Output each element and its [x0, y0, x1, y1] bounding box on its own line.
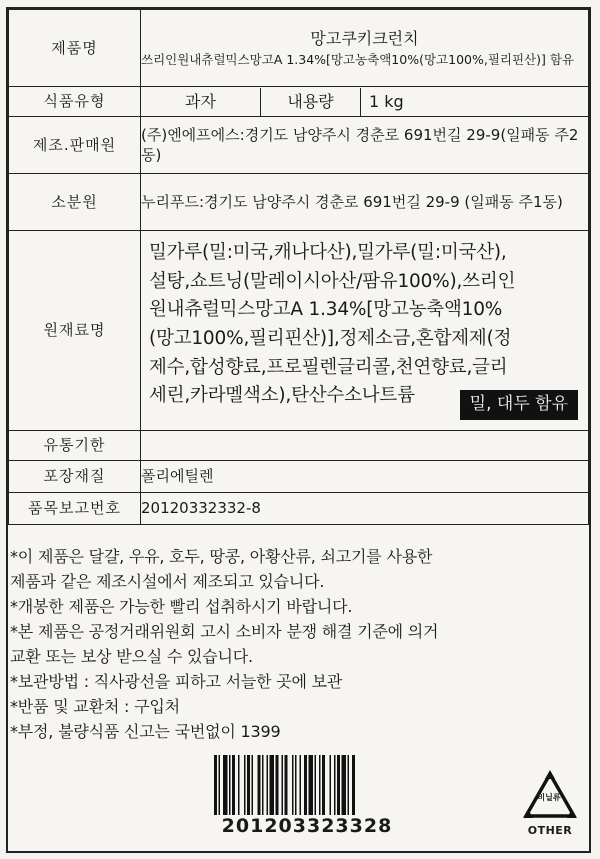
ingredients-line: 제수,합성향료,프로필렌글리콜,천연향료,글리: [149, 356, 508, 378]
barcode-bar: [262, 755, 264, 815]
recycle-label: 비닐류: [537, 793, 561, 802]
volume-value: 1 kg: [369, 91, 404, 111]
packaging-header: 포장재질: [9, 461, 141, 493]
note-line: *이 제품은 달걀, 우유, 호두, 땅콩, 아황산류, 쇠고기를 사용한: [10, 547, 433, 566]
report-number-value: 20120332332-8: [141, 493, 589, 525]
product-info-table: [8, 9, 589, 525]
barcode-bar: [219, 755, 221, 815]
note-line: *반품 및 교환처 : 구입처: [10, 697, 180, 716]
barcode-bar: [267, 755, 269, 815]
barcode-bar: [247, 755, 250, 815]
barcode-bar: [295, 755, 297, 815]
note-line: *본 제품은 공정거래위원회 고시 소비자 분쟁 해결 기준에 의거: [10, 622, 439, 641]
barcode-bar: [330, 755, 332, 815]
barcode-bar: [337, 755, 340, 815]
barcode-bar: [334, 755, 336, 815]
note-line: 제품과 같은 제조시설에서 제조되고 있습니다.: [10, 572, 325, 591]
barcode-bar: [214, 755, 217, 815]
ingredients-line: 원내츄럴믹스망고A 1.34%[망고농축액10%: [149, 299, 503, 321]
barcode-number: 20120332332​8: [221, 815, 393, 837]
barcode-bar: [352, 755, 355, 815]
barcode-bar: [300, 755, 302, 815]
expiry-value: [141, 431, 589, 461]
product-name-cell: [141, 10, 589, 87]
barcode-bar: [315, 755, 317, 815]
subdivider-header: 소분원: [9, 174, 141, 231]
note-line: *개봉한 제품은 가능한 빨리 섭취하시기 바랍니다.: [10, 597, 353, 616]
packaging-value: 폴리에틸렌: [141, 461, 589, 493]
expiry-header: 유통기한: [9, 431, 141, 461]
note-line: *부정, 불량식품 신고는 국번없이 1399: [10, 722, 281, 741]
note-line: 교환 또는 보상 받으실 수 있습니다.: [10, 647, 253, 666]
subdivider-value: 누리푸드:경기도 남양주시 경춘로 691번길 29-9 (일패동 주1동): [141, 174, 589, 231]
notes-section: [10, 544, 585, 744]
barcode-bar: [223, 755, 228, 815]
note-line: *보관방법 : 직사광선을 피하고 서늘한 곳에 보관: [10, 672, 343, 691]
ingredients-line: 세린,카라멜색소),탄산수소나트륨: [149, 385, 415, 407]
manufacturer-header: 제조.판매원: [9, 117, 141, 174]
ingredients-line: (망고100%,필리핀산)],정제소금,혼합제제(정: [149, 328, 512, 350]
food-type-value: 과자: [141, 88, 261, 116]
barcode-bar: [322, 755, 325, 815]
barcode-bar: [276, 755, 279, 815]
report-number-header: 품목보고번호: [9, 493, 141, 525]
barcode-bar: [238, 755, 240, 815]
barcode-bar: [244, 755, 246, 815]
barcode-bar: [348, 755, 350, 815]
volume-header: 내용량: [261, 88, 361, 116]
barcode-bar: [282, 755, 284, 815]
ingredients-header: 원재료명: [9, 231, 141, 431]
manufacturer-value: (주)엔에프에스:경기도 남양주시 경춘로 691번길 29-9(일패동 주2동): [141, 117, 589, 174]
recycle-sub-label: OTHER: [527, 824, 573, 837]
barcode-bar: [258, 755, 261, 815]
barcode-bar: [229, 755, 231, 815]
barcode-bar: [342, 755, 347, 815]
barcode-bar: [270, 755, 275, 815]
barcode-bar: [285, 755, 288, 815]
ingredients-cell: [141, 231, 589, 431]
food-type-header: 식품유형: [9, 87, 141, 117]
product-name: 망고쿠키크런치: [310, 28, 419, 48]
barcode-bar: [304, 755, 307, 815]
barcode-bar: [232, 755, 235, 815]
ingredients-line: 설탕,쇼트닝(말레이시아산/팜유100%),쓰리인: [149, 270, 516, 292]
product-name-header: 제품명: [9, 10, 141, 87]
barcode-bar: [319, 755, 321, 815]
ingredients-line: 밀가루(밀:미국,캐나다산),밀가루(밀:미국산),: [149, 242, 507, 263]
product-name-detail: 쓰리인원내츄럴믹스망고A 1.34%[망고농축액10%(망고100%,필리핀산)] 함유: [141, 51, 575, 67]
barcode-bar: [309, 755, 314, 815]
food-type-cell: [141, 87, 589, 117]
barcode: [212, 755, 402, 815]
allergen-badge: 밀, 대두 함유: [460, 390, 578, 420]
product-label: [6, 7, 591, 853]
barcode-bar: [252, 755, 254, 815]
barcode-bar: [292, 755, 294, 815]
